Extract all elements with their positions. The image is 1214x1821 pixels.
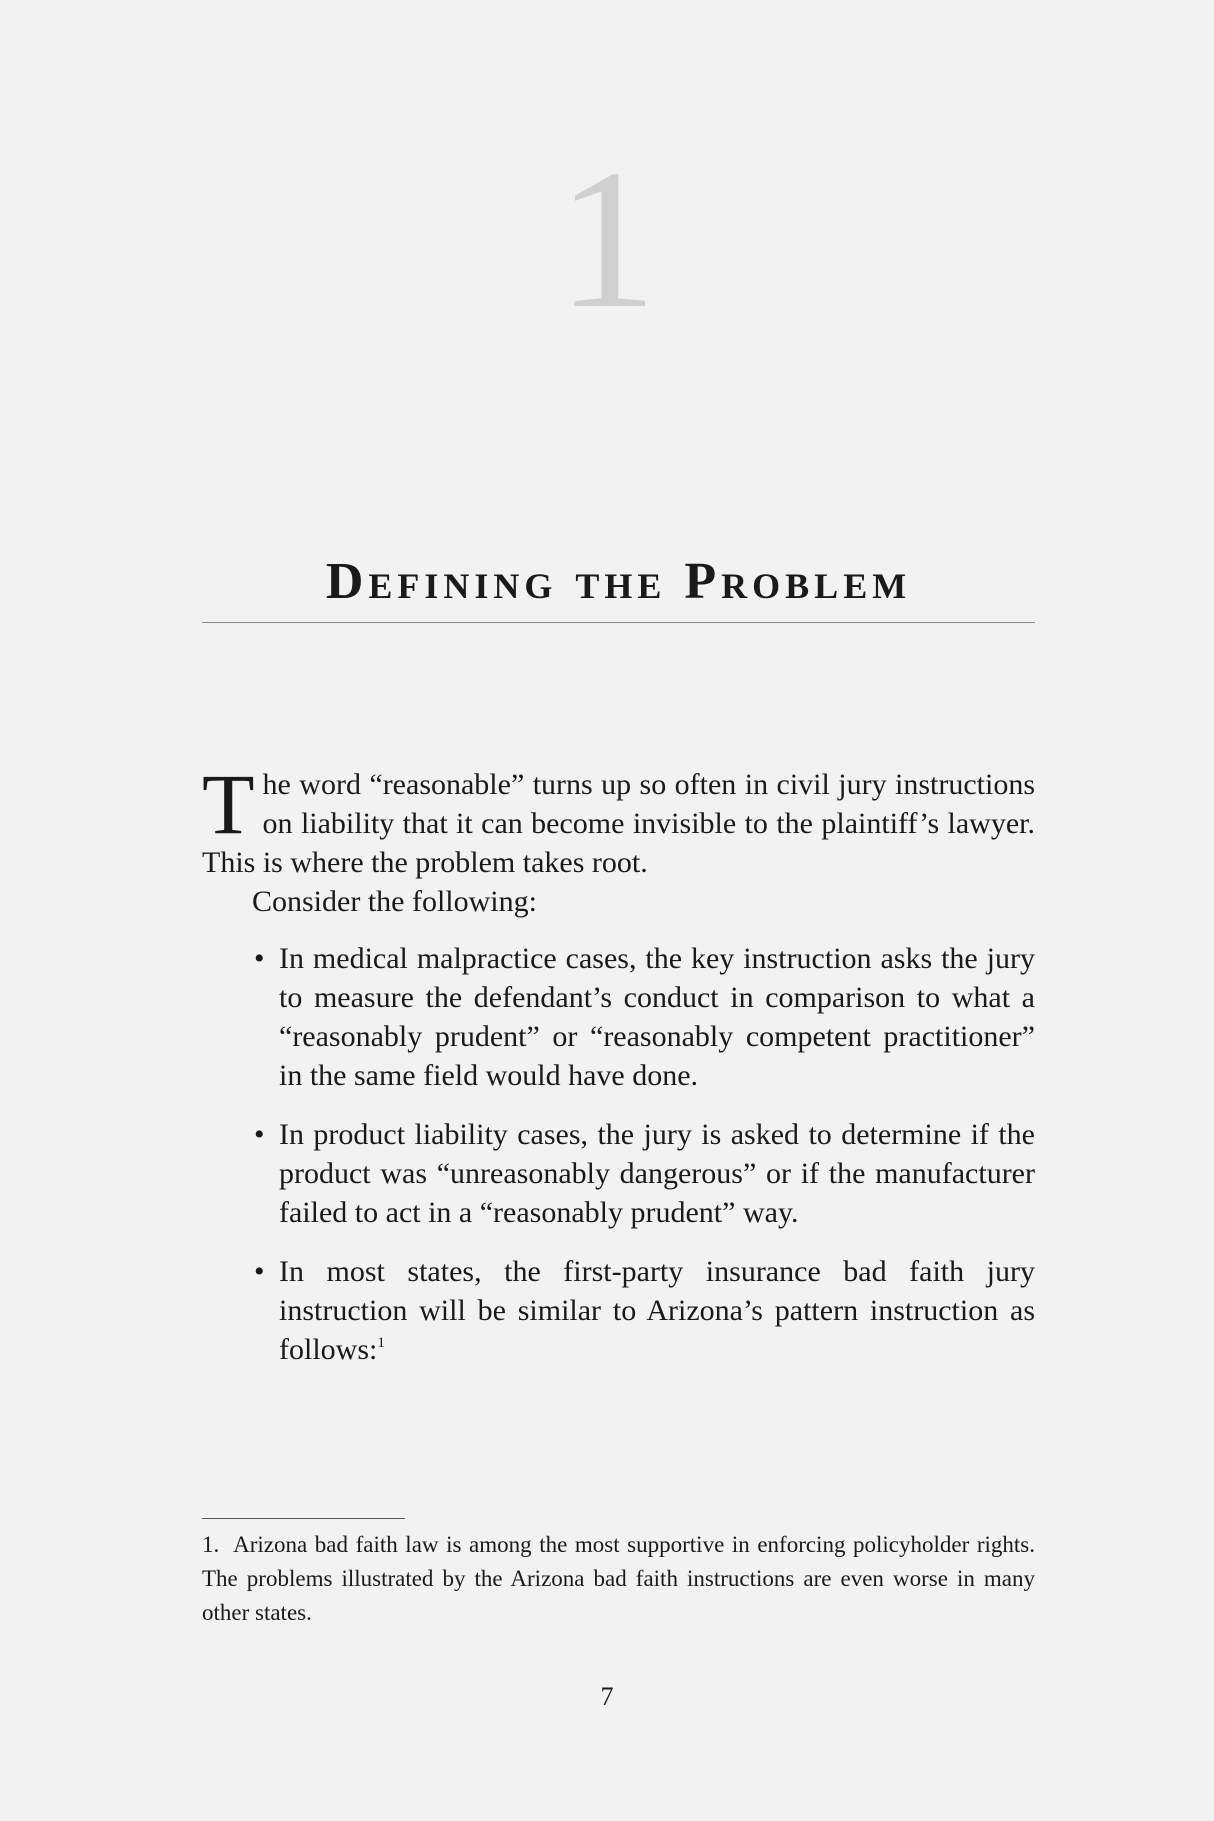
- title-divider: [202, 622, 1035, 623]
- bullet-icon: •: [254, 1118, 265, 1151]
- list-item: [254, 1252, 1035, 1369]
- footnote-divider: [202, 1518, 405, 1519]
- intro-paragraph: [202, 756, 1035, 882]
- bullet-text: In most states, the first-party insurance bad faith jury instruction will be similar to Arizona’s pattern instruction as follows:: [279, 1255, 1035, 1366]
- list-item: [254, 939, 1035, 1095]
- bullet-icon: •: [254, 942, 265, 975]
- bullet-list: [202, 939, 1035, 1369]
- footnote-reference[interactable]: 1: [377, 1335, 385, 1351]
- bullet-text: In medical malpractice cases, the key instruction asks the jury to measure the defendant’s conduct in comparison to what a “reasonably prudent” or “reasonably competent practitioner” in the same field would have done.: [279, 942, 1035, 1092]
- chapter-title: Defining the Problem: [325, 553, 912, 610]
- intro-text: he word “reasonable” turns up so often in civil jury instructions on liability that it can become invisible to the plaintiff’s lawyer. This is where the problem takes root.: [202, 768, 1035, 879]
- consider-paragraph: Consider the following:: [252, 885, 537, 918]
- page-number: 7: [600, 1682, 614, 1711]
- list-item: [254, 1115, 1035, 1232]
- body-text: [202, 756, 1035, 1389]
- bullet-text: In product liability cases, the jury is asked to determine if the product was “unreasonably dangerous” or if the manufacturer failed to act in a “reasonably prudent” way.: [279, 1118, 1035, 1229]
- chapter-number: 1: [557, 129, 657, 350]
- bullet-icon: •: [254, 1255, 265, 1288]
- footnote: [202, 1528, 1035, 1630]
- footnote-text: Arizona bad faith law is among the most supportive in enforcing policyholder rights. The problems illustrated by the Arizona bad faith instructions are even worse in many other states.: [202, 1532, 1035, 1625]
- footnote-marker: 1.: [202, 1532, 220, 1557]
- drop-cap: T: [202, 756, 255, 852]
